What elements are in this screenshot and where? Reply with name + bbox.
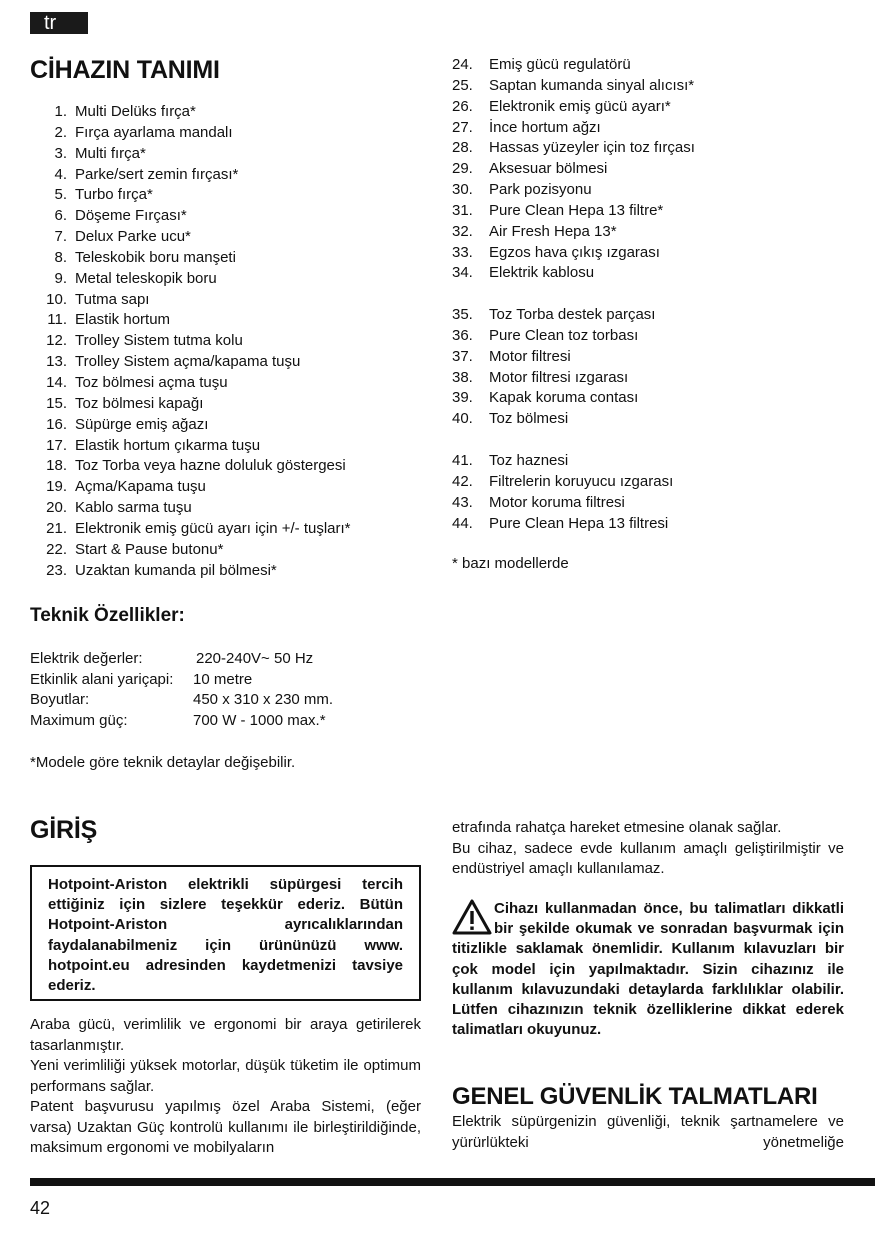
item-number: 13. [46,353,67,371]
spec-row [30,711,326,732]
list-item [30,185,351,206]
item-label: Motor koruma filtresi [489,493,625,511]
item-label: Toz Torba destek parçası [489,306,656,323]
spec-label: Boyutlar: [30,691,90,708]
item-number: 38. [452,368,473,386]
list-item [452,138,695,159]
warning-notice [452,899,844,1040]
parts-list-right-3 [452,451,673,534]
item-label: Elektrik kablosu [489,264,595,282]
list-item [452,55,695,76]
item-label: Motor filtresi ızgarası [489,368,629,386]
spec-row [30,670,253,691]
item-number: 22. [46,540,67,558]
item-number: 3. [54,144,67,162]
list-item [452,243,695,264]
parts-list-right-1 [452,55,695,284]
item-number: 32. [452,222,473,240]
list-item [30,540,351,561]
item-number: 11. [47,311,67,329]
item-number: 26. [452,97,473,115]
item-label: Açma/Kapama tuşu [75,478,206,496]
list-item [452,347,655,368]
intro-paragraph: Bu cihaz, sadece evde kullanım amaçlı geliştirilmiştir ve endüstriyel amaçlı kullanılamaz. [452,839,844,877]
item-number: 39. [452,389,473,407]
item-number: 18. [46,457,67,475]
item-number: 6. [54,207,67,225]
item-number: 37. [452,347,473,365]
item-label: Toz haznesi [489,452,569,469]
item-number: 30. [452,181,473,199]
spec-label: Elektrik değerler: [30,650,143,667]
warning-triangle-icon [452,899,492,935]
list-item [30,248,351,269]
item-number: 27. [452,118,473,136]
item-label: Hassas yüzeyler için toz fırçası [489,139,695,157]
item-label: Süpürge emiş ağazı [75,415,209,433]
item-label: Multi fırça* [75,144,146,162]
list-item [30,123,351,144]
item-number: 42. [452,472,473,490]
tech-specs-note: *Modele göre teknik detaylar değişebilir. [30,754,296,771]
list-item [452,97,695,118]
spec-row [30,690,334,711]
list-item [30,519,351,540]
item-label: Döşeme Fırçası* [75,207,187,225]
intro-paragraphs-left [30,1015,421,1159]
list-item [30,498,351,519]
list-item [30,206,351,227]
item-label: Metal teleskopik boru [75,269,217,287]
device-description-title: CİHAZIN TANIMI [30,56,220,84]
list-item [452,388,655,409]
item-label: Kablo sarma tuşu [75,499,192,517]
item-number: 33. [452,243,473,261]
parts-list-right-2 [452,305,655,430]
item-label: Delux Parke ucu* [75,228,191,246]
item-label: Pure Clean toz torbası [489,326,639,344]
item-number: 28. [452,139,473,157]
item-label: Uzaktan kumanda pil bölmesi* [75,561,277,579]
list-item [452,493,673,514]
item-number: 8. [54,248,67,266]
item-label: Turbo fırça* [75,186,153,204]
item-number: 21. [46,519,67,537]
list-item [30,144,351,165]
item-number: 9. [54,269,67,287]
item-label: Trolley Sistem tutma kolu [75,332,243,350]
item-number: 36. [452,326,473,344]
item-label: Emiş gücü regulatörü [489,56,631,73]
list-item [452,263,695,284]
list-item [30,102,351,123]
item-number: 12. [46,332,67,350]
item-label: Pure Clean Hepa 13 filtre* [489,201,664,219]
safety-text: Elektrik süpürgenizin güvenliği, teknik şartnamelere ve yürürlükteki yönetmeliğe [452,1113,844,1151]
item-number: 4. [54,165,67,183]
list-item [30,436,351,457]
spec-value: 10 metre [193,670,253,688]
item-number: 19. [46,478,67,496]
item-label: Elastik hortum çıkarma tuşu [75,436,261,454]
item-number: 1. [54,103,67,120]
list-item [30,415,351,436]
item-label: Park pozisyonu [489,181,592,199]
item-label: Start & Pause butonu* [75,540,224,558]
parts-list-left [30,102,351,581]
intro-paragraph: Araba gücü, verimlilik ve ergonomi bir araya getirilerek tasarlanmıştır. [30,1016,421,1054]
item-number: 7. [54,228,67,246]
list-item [452,472,673,493]
intro-paragraphs-right [452,818,844,880]
item-label: Teleskobik boru manşeti [75,248,236,266]
language-tab: tr [30,12,88,34]
item-label: Filtrelerin koruyucu ızgarası [489,472,674,490]
item-label: Toz bölmesi kapağı [75,394,204,412]
item-label: Aksesuar bölmesi [489,160,608,178]
item-number: 10. [46,290,67,308]
item-label: Egzos hava çıkış ızgarası [489,243,660,261]
item-number: 16. [46,415,67,433]
item-number: 23. [46,561,67,579]
tech-specs-table [30,649,334,731]
list-item [30,290,351,311]
list-item [452,118,695,139]
list-item [30,269,351,290]
item-number: 41. [452,452,473,469]
item-label: Motor filtresi [489,347,571,365]
spec-label: Etkinlik alani yariçapi: [30,670,174,688]
item-number: 20. [46,499,67,517]
list-item [30,373,351,394]
item-number: 31. [452,201,473,219]
item-label: Multi Delüks fırça* [75,103,196,120]
list-item [30,456,351,477]
item-number: 15. [46,394,67,412]
item-number: 17. [46,436,67,454]
list-item [452,514,673,535]
item-number: 35. [452,306,473,323]
list-item [30,477,351,498]
item-label: Trolley Sistem açma/kapama tuşu [75,353,301,371]
spec-label: Maximum güç: [30,711,128,729]
list-item [30,561,351,582]
intro-title: GİRİŞ [30,816,98,844]
list-item [452,180,695,201]
item-number: 40. [452,410,473,428]
list-item [452,76,695,97]
item-label: Elektronik emiş gücü ayarı için +/- tuşları* [75,519,351,537]
safety-title: GENEL GÜVENLİK TALMATLARI [452,1083,818,1110]
item-label: Air Fresh Hepa 13* [489,222,617,240]
warning-text: Cihazı kullanmadan önce, bu talimatları dikkatli bir şekilde okumak ve sonradan başvurmak için titizlikle saklamak önemlidir. Kullanım kılavuzları bir çok model için yapılmaktadır. Sizin cihazınız ile kullanım kılavuzundaki detaylarda farklılıklar olabilir. Lütfen cihazınızın teknik özelliklerine dikkat ederek talimatları okuyunuz. [452,900,844,1039]
list-item [30,352,351,373]
item-label: Tutma sapı [75,290,150,308]
item-label: Saptan kumanda sinyal alıcısı* [489,76,695,94]
list-item [452,305,655,326]
registration-notice-box: Hotpoint-Ariston elektrikli süpürgesi tercih ettiğiniz için sizlere teşekkür ederiz. Bütün Hotpoint-Ariston ayrıcalıklarından faydalanabilmeniz için ürününüzü www. hotpoint.eu adresinden kaydetmenizi tavsiye ederiz. [30,865,421,1001]
list-item [30,165,351,186]
intro-paragraph: Patent başvurusu yapılmış özel Araba Sistemi, (eğer varsa) Uzaktan Güç kontrolü kullanımı ile birleştirildiğinde, maksimum ergonomi ve mobilyaların [30,1098,421,1156]
item-number: 25. [452,76,473,94]
item-label: Kapak koruma contası [489,389,639,407]
list-item [30,310,351,331]
intro-paragraph: etrafında rahatça hareket etmesine olanak sağlar. [452,819,782,836]
list-item [452,368,655,389]
item-label: İnce hortum ağzı [489,118,601,136]
spec-value: 220-240V~ 50 Hz [196,650,314,667]
item-label: Toz Torba veya hazne doluluk göstergesi [75,457,346,475]
item-number: 5. [54,186,67,204]
models-footnote: * bazı modellerde [452,555,569,572]
item-number: 14. [46,373,67,391]
list-item [452,159,695,180]
item-label: Pure Clean Hepa 13 filtresi [489,514,669,532]
list-item [452,326,655,347]
item-number: 34. [452,264,473,282]
list-item [452,201,695,222]
intro-paragraph: Yeni verimliliği yüksek motorlar, düşük tüketim ile optimum performans sağlar. [30,1057,421,1095]
item-number: 2. [54,123,67,141]
list-item [452,409,655,430]
item-label: Elastik hortum [75,311,171,329]
list-item [30,227,351,248]
item-number: 29. [452,160,473,178]
item-label: Toz bölmesi [489,410,569,428]
item-number: 43. [452,493,473,511]
list-item [30,394,351,415]
spec-row [30,649,314,670]
item-label: Elektronik emiş gücü ayarı* [489,97,671,115]
item-number: 24. [452,56,473,73]
item-label: Fırça ayarlama mandalı [75,123,233,141]
page-number: 42 [30,1198,51,1218]
spec-value: 700 W - 1000 max.* [193,711,326,729]
spec-value: 450 x 310 x 230 mm. [193,691,334,708]
footer-rule [30,1178,875,1186]
item-label: Parke/sert zemin fırçası* [75,165,239,183]
item-number: 44. [452,514,473,532]
item-label: Toz bölmesi açma tuşu [75,373,228,391]
list-item [30,331,351,352]
tech-specs-title: Teknik Özellikler: [30,605,185,626]
list-item [452,451,673,472]
list-item [452,222,695,243]
